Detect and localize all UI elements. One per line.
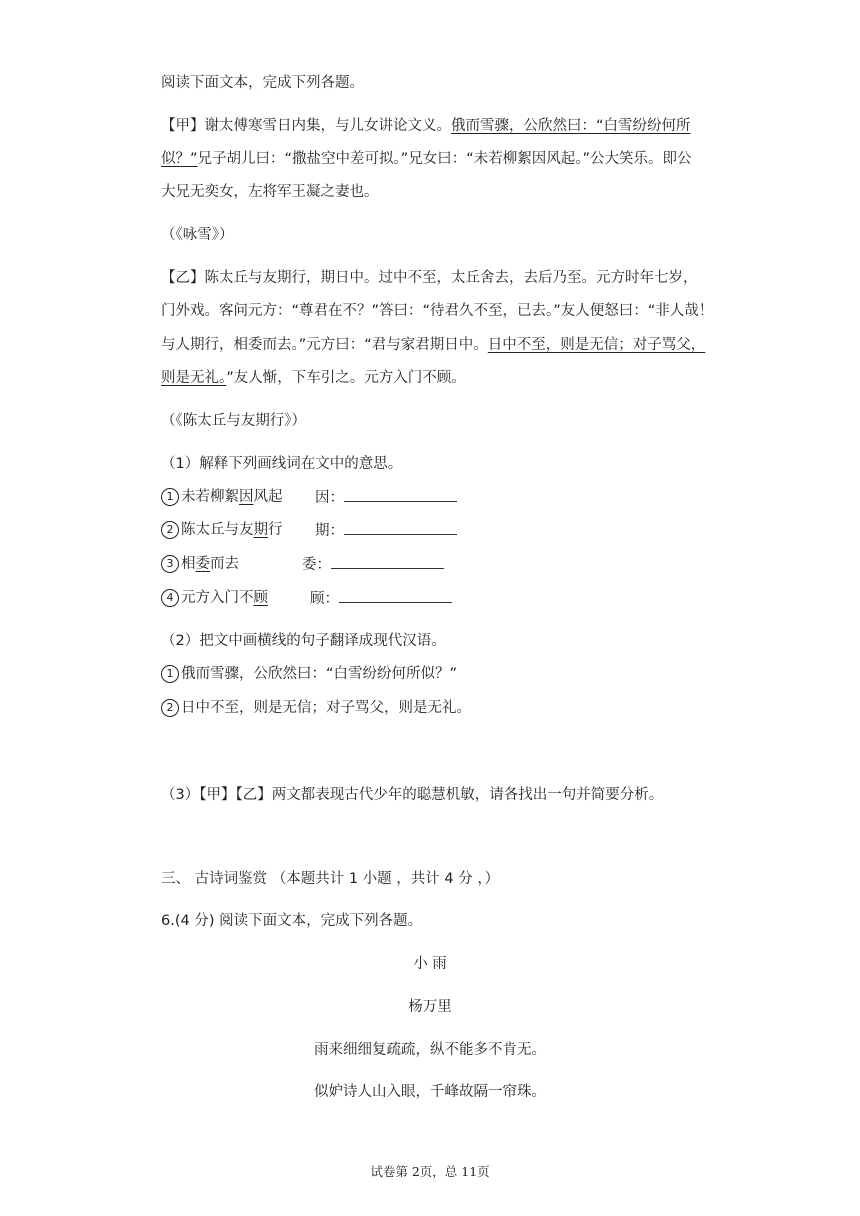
q1-item-4 bbox=[161, 588, 268, 608]
yi-line-3 bbox=[161, 335, 705, 355]
q1-item-3 bbox=[161, 554, 239, 574]
jia-line-2-plain: 兄子胡儿曰：“撒盐空中差可拟。”兄女曰：“未若柳絮因风起。”公大笑乐。即公 bbox=[197, 151, 692, 167]
poem-line-2: 似妒诗人山入眼，千峰故隔一帘珠。 bbox=[314, 1084, 546, 1100]
question-6-prompt: 6.(4 分) 阅读下面文本，完成下列各题。 bbox=[161, 913, 423, 929]
section-3-heading: 三、 古诗词鉴赏 （本题共计 1 小题 ，共计 4 分 ，） bbox=[161, 871, 500, 887]
circled-number-2: 2 bbox=[161, 521, 179, 539]
yi-line-2: 门外戏。客问元方：“尊君在不？”答曰：“待君久不至，已去。”友人便怒曰：“非人哉！ bbox=[161, 303, 714, 319]
q2-item-2 bbox=[161, 698, 471, 718]
q1-item-4-blank[interactable] bbox=[339, 588, 452, 603]
q1-item-4-pre: 元方入门不 bbox=[181, 590, 254, 606]
yi-line-4-plain: ”友人惭，下车引之。元方入门不顾。 bbox=[226, 370, 466, 386]
yi-source: （《陈太丘与友期行》） bbox=[161, 413, 306, 429]
poem-title: 小 雨 bbox=[413, 956, 447, 972]
yi-line-1: 【乙】陈太丘与友期行，期日中。过中不至，太丘舍去，去后乃至。元方时年七岁， bbox=[161, 270, 698, 286]
q1-item-3-pre: 相 bbox=[181, 556, 196, 572]
q1-item-2-post: 行 bbox=[268, 522, 283, 538]
q2-item-2-text: 日中不至，则是无信；对子骂父，则是无礼。 bbox=[181, 700, 471, 716]
q2-item-1 bbox=[161, 664, 457, 684]
jia-underlined-sentence-part1: 俄而雪骤，公欣然曰：“白雪纷纷何所 bbox=[451, 118, 691, 134]
q1-item-2-pre: 陈太丘与友 bbox=[181, 522, 254, 538]
jia-line-1 bbox=[161, 116, 691, 136]
q1-item-2-word: 期 bbox=[253, 522, 268, 538]
q1-item-2-blank[interactable] bbox=[344, 520, 457, 535]
q1-item-1-post: 风起 bbox=[253, 489, 283, 505]
q1-item-2-answer bbox=[315, 520, 457, 541]
q1-item-1 bbox=[161, 487, 283, 507]
jia-line-2 bbox=[161, 149, 692, 169]
q1-item-2-label: 期： bbox=[315, 523, 344, 539]
yi-underlined-sentence-part1: 日中不至，则是无信；对子骂父， bbox=[487, 337, 706, 353]
jia-underlined-sentence-part2: 似？” bbox=[161, 151, 198, 167]
q1-item-1-word: 因 bbox=[239, 489, 254, 505]
circled-number-1: 1 bbox=[161, 665, 179, 683]
q1-item-2 bbox=[161, 520, 283, 540]
circled-number-4: 4 bbox=[161, 589, 179, 607]
yi-line-3-plain: 与人期行，相委而去。”元方曰：“君与家君期日中。 bbox=[161, 337, 488, 353]
poem-author: 杨万里 bbox=[408, 999, 452, 1015]
q1-item-1-blank[interactable] bbox=[344, 487, 457, 502]
poem-line-1: 雨来细细复疏疏，纵不能多不肯无。 bbox=[314, 1042, 546, 1058]
q1-item-3-blank[interactable] bbox=[331, 554, 444, 569]
q2-title: （2）把文中画横线的句子翻译成现代汉语。 bbox=[161, 633, 446, 649]
q1-item-4-label: 顾： bbox=[310, 591, 339, 607]
q3-title: （3）【甲】【乙】两文都表现古代少年的聪慧机敏，请各找出一句并简要分析。 bbox=[161, 787, 664, 803]
jia-line-1-plain: 【甲】谢太傅寒雪日内集，与儿女讲论文义。 bbox=[161, 118, 451, 134]
page-footer: 试卷第 2页，总 11页 bbox=[370, 1164, 490, 1179]
jia-line-3: 大兄无奕女，左将军王凝之妻也。 bbox=[161, 184, 379, 200]
circled-number-3: 3 bbox=[161, 555, 179, 573]
jia-source: （《咏雪》） bbox=[161, 227, 234, 243]
q1-item-1-answer bbox=[315, 487, 457, 508]
q1-item-1-label: 因： bbox=[315, 490, 344, 506]
circled-number-1: 1 bbox=[161, 488, 179, 506]
q1-item-4-word: 顾 bbox=[253, 590, 268, 606]
q1-item-3-label: 委： bbox=[302, 557, 331, 573]
q2-item-1-text: 俄而雪骤，公欣然曰：“白雪纷纷何所似？” bbox=[181, 666, 458, 682]
yi-underlined-sentence-part2: 则是无礼。 bbox=[161, 370, 227, 386]
q1-item-3-post: 而去 bbox=[210, 556, 239, 572]
q1-item-1-pre: 未若柳絮 bbox=[181, 489, 239, 505]
q1-item-3-word: 委 bbox=[195, 556, 210, 572]
circled-number-2: 2 bbox=[161, 699, 179, 717]
q1-item-4-answer bbox=[310, 588, 452, 609]
q1-title: （1）解释下列画线词在文中的意思。 bbox=[161, 456, 403, 472]
q1-item-3-answer bbox=[302, 554, 444, 575]
yi-line-4 bbox=[161, 368, 466, 388]
intro-text: 阅读下面文本，完成下列各题。 bbox=[161, 75, 364, 91]
